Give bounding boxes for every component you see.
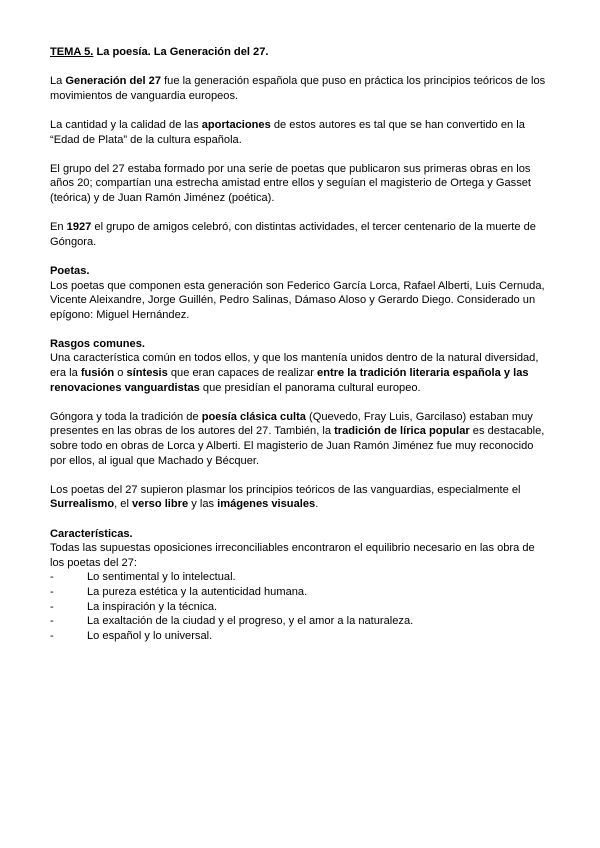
caracteristicas-heading: Características. xyxy=(50,527,133,540)
text-run: , el xyxy=(114,498,133,511)
list-item-text: Lo español y lo universal. xyxy=(87,629,213,642)
caracteristicas-section xyxy=(50,527,550,644)
tema-label: TEMA 5. xyxy=(50,46,94,58)
bold-run: imágenes visuales xyxy=(217,498,316,511)
bold-run: 1927 xyxy=(66,221,92,234)
bold-run: Generación del 27 xyxy=(65,75,161,88)
list-item-text: La inspiración y la técnica. xyxy=(87,600,218,613)
poetas-text: Los poetas que componen esta generación son Federico García Lorca, Rafael Alberti, Luis Cernuda, Vicente Aleixandre, Jorge Guillén, Pedro Salinas, Dámaso Aloso y Gerardo Diego. Considerado un epígono: Miguel Hernández. xyxy=(50,279,545,321)
list-item xyxy=(50,585,550,600)
text-run: que presidían el panorama cultural europeo. xyxy=(199,381,421,394)
poetas-section xyxy=(50,264,550,322)
bullet-dash: - xyxy=(50,571,54,584)
text-run: Góngora y toda la tradición de xyxy=(50,410,202,423)
title-text: La poesía. La Generación del 27. xyxy=(93,46,269,58)
text-run: de estos autores es tal que se han convertido en la “Edad de Plata” de la cultura española. xyxy=(50,118,525,146)
tradicion-paragraph xyxy=(50,410,550,468)
list-item xyxy=(50,629,550,644)
bold-run: tradición de lírica popular xyxy=(334,425,470,438)
text-run: o xyxy=(114,367,127,380)
text-run: es destacable, sobre todo en obras de Lorca y Alberti. El magisterio de Juan Ramón Jiménez fue muy reconocido por ellos, al igual que Machado y Bécquer. xyxy=(50,425,545,467)
bullet-dash: - xyxy=(50,585,54,598)
text-run: Los poetas del 27 supieron plasmar los principios teóricos de las vanguardias, especialmente el xyxy=(50,483,521,496)
list-item-text: La pureza estética y la autenticidad humana. xyxy=(87,585,308,598)
document-title xyxy=(50,45,550,60)
document-page xyxy=(50,45,550,643)
bold-run: fusión xyxy=(80,367,115,380)
bold-run: verso libre xyxy=(132,498,189,511)
text-run: (Quevedo, Fray Luis, Garcilaso) estaban muy presentes en las obras de los autores del 27. También, la xyxy=(50,410,533,438)
bullet-dash: - xyxy=(50,629,54,642)
intro-paragraph xyxy=(50,74,550,103)
centenario-paragraph xyxy=(50,220,550,249)
list-item xyxy=(50,600,550,615)
bullet-dash: - xyxy=(50,600,54,613)
vanguardias-paragraph xyxy=(50,483,550,512)
text-run: La cantidad y la calidad de las xyxy=(50,118,202,131)
bold-run: poesía clásica culta xyxy=(201,410,306,423)
text-run: y las xyxy=(188,498,218,511)
text-run: En xyxy=(50,221,67,234)
caracteristicas-list xyxy=(50,570,550,643)
grupo-paragraph: El grupo del 27 estaba formado por una serie de poetas que publicaron sus primeras obras en los años 20; compartían una estrecha amistad entre ellos y seguían el magisterio de Ortega y Gasset (teórica) y de Juan Ramón Jiménez (poética). xyxy=(50,162,531,204)
aportaciones-paragraph xyxy=(50,118,550,147)
text-run: el grupo de amigos celebró, con distintas actividades, el tercer centenario de la muerte de Góngora. xyxy=(50,221,536,248)
list-item-text: Lo sentimental y lo intelectual. xyxy=(87,571,236,584)
text-run: fue la generación española que puso en práctica los principios teóricos de los movimientos de vanguardia europeos. xyxy=(50,75,546,102)
bold-run: Surrealismo xyxy=(50,498,115,511)
text-run: . xyxy=(315,498,319,511)
poetas-heading: Poetas. xyxy=(50,264,90,277)
list-item-text: La exaltación de la ciudad y el progreso, y el amor a la naturaleza. xyxy=(87,615,414,628)
text-run: Una característica común en todos ellos, y que los mantenía unidos dentro de la natural diversidad, era la xyxy=(50,352,539,380)
rasgos-heading: Rasgos comunes. xyxy=(50,337,145,350)
bold-run: síntesis xyxy=(126,367,168,380)
list-item xyxy=(50,614,550,629)
list-item xyxy=(50,570,550,585)
rasgos-section xyxy=(50,337,550,395)
bold-run: entre la tradición literaria española y las renovaciones vanguardistas xyxy=(50,367,529,394)
caracteristicas-intro: Todas las supuestas oposiciones irreconciliables encontraron el equilibrio necesario en las obra de los poetas del 27: xyxy=(50,542,535,569)
bold-run: aportaciones xyxy=(201,118,271,131)
text-run: La xyxy=(50,75,66,88)
text-run: que eran capaces de realizar xyxy=(167,367,318,380)
bullet-dash: - xyxy=(50,615,54,628)
